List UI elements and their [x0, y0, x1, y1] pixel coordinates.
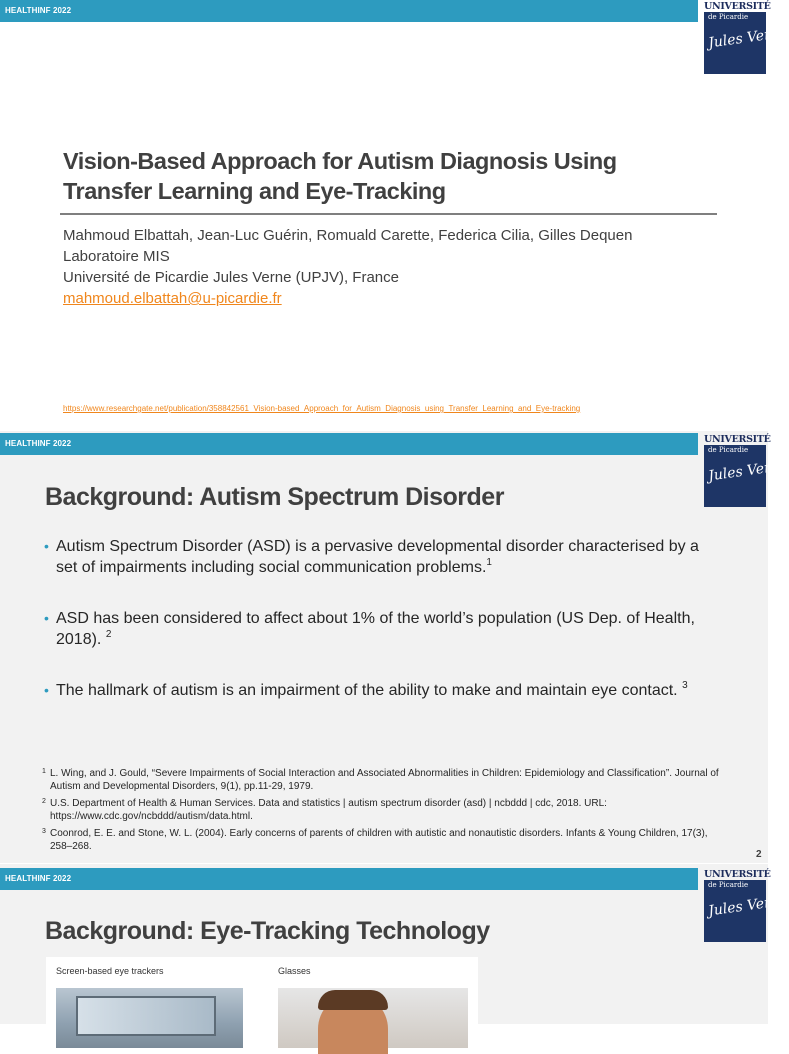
header-bar	[0, 433, 698, 455]
logo-signature: Jules Verne	[707, 892, 789, 920]
bullet-list	[44, 536, 704, 731]
footnote-ref: 1	[486, 557, 492, 568]
footnote-text: L. Wing, and J. Gould, “Severe Impairments of Social Interaction and Associated Abnormalities in Children: Epidemiology and Classification”. Journal of Autism and Developmental Disorders, 9(1), pp.11-29, 1979.	[50, 768, 719, 792]
university-logo	[703, 433, 789, 507]
bullet-text: Autism Spectrum Disorder (ASD) is a pervasive developmental disorder characterised by a set of impairments including social communication problems.	[56, 538, 699, 576]
footnote-number: 2	[42, 798, 46, 805]
slide-title	[0, 0, 789, 430]
logo-signature: Jules Verne	[707, 24, 789, 52]
author-list: Mahmoud Elbattah, Jean-Luc Guérin, Romuald Carette, Federica Cilia, Gilles Dequen	[63, 227, 633, 244]
university-logo	[703, 0, 789, 74]
bullet-item	[44, 680, 704, 701]
presentation-title: Vision-Based Approach for Autism Diagnosis Using Transfer Learning and Eye-Tracking	[63, 148, 617, 204]
monitor-shape	[76, 996, 216, 1036]
bullet-text: ASD has been considered to affect about 1% of the world’s population (US Dep. of Health, 2018).	[56, 610, 695, 648]
header-bar	[0, 0, 698, 22]
footnote-text: Coonrod, E. E. and Stone, W. L. (2004). Early concerns of parents of children with autistic and nonautistic disorders. Infants & Young Children, 17(3), 258–268.	[50, 828, 708, 852]
figure-label-screen: Screen-based eye trackers	[56, 966, 164, 976]
author-block	[63, 225, 632, 309]
footnotes	[44, 767, 724, 857]
conference-label: HEALTHINF 2022	[5, 6, 72, 15]
title-divider	[60, 213, 717, 215]
footnote	[44, 797, 724, 823]
logo-subtitle: de Picardie	[708, 446, 749, 454]
page-number: 2	[756, 849, 762, 860]
person-hair-shape	[318, 990, 388, 1010]
footnote-text: U.S. Department of Health & Human Services. Data and statistics | autism spectrum disorder (asd) | ncbddd | cdc, 2018. URL: https://www.cdc.gov/ncbddd/autism/data.html.	[50, 798, 607, 822]
logo-subtitle: de Picardie	[708, 881, 749, 889]
footnote	[44, 827, 724, 853]
slide-heading: Background: Autism Spectrum Disorder	[45, 483, 504, 511]
slide-background-asd	[0, 431, 789, 863]
slide-background-eye-tracking	[0, 864, 789, 1024]
logo-title: UNIVERSITÉ	[704, 434, 771, 445]
source-link[interactable]: https://www.researchgate.net/publication/358842561_Vision-based_Approach_for_Autism_Diagnosis_using_Transfer_Learning_and_Eye-tracking	[63, 404, 581, 413]
eye-tracker-figure	[46, 957, 478, 1037]
footnote	[44, 767, 724, 793]
bullet-item	[44, 536, 704, 578]
logo-subtitle: de Picardie	[708, 13, 749, 21]
slide-heading: Background: Eye-Tracking Technology	[45, 917, 490, 945]
email-link[interactable]: mahmoud.elbattah@u-picardie.fr	[63, 290, 282, 307]
screen-tracker-photo	[56, 988, 243, 1048]
lab-name: Laboratoire MIS	[63, 248, 170, 265]
logo-emblem	[704, 12, 789, 74]
bullet-item	[44, 608, 704, 650]
header-bar	[0, 868, 698, 890]
footnote-number: 3	[42, 828, 46, 835]
logo-title: UNIVERSITÉ	[704, 869, 771, 880]
footnote-number: 1	[42, 768, 46, 775]
university-logo	[703, 868, 789, 942]
footnote-ref: 3	[682, 680, 688, 691]
bullet-text: The hallmark of autism is an impairment of the ability to make and maintain eye contact.	[56, 682, 683, 699]
figure-label-glasses: Glasses	[278, 966, 311, 976]
logo-emblem	[704, 880, 789, 942]
footnote-ref: 2	[105, 629, 112, 640]
conference-label: HEALTHINF 2022	[5, 439, 72, 448]
logo-emblem	[704, 445, 789, 507]
logo-signature: Jules Verne	[707, 457, 789, 485]
affiliation: Université de Picardie Jules Verne (UPJV), France	[63, 269, 399, 286]
glasses-photo	[278, 988, 468, 1048]
conference-label: HEALTHINF 2022	[5, 874, 72, 883]
logo-title: UNIVERSITÉ	[704, 1, 771, 12]
